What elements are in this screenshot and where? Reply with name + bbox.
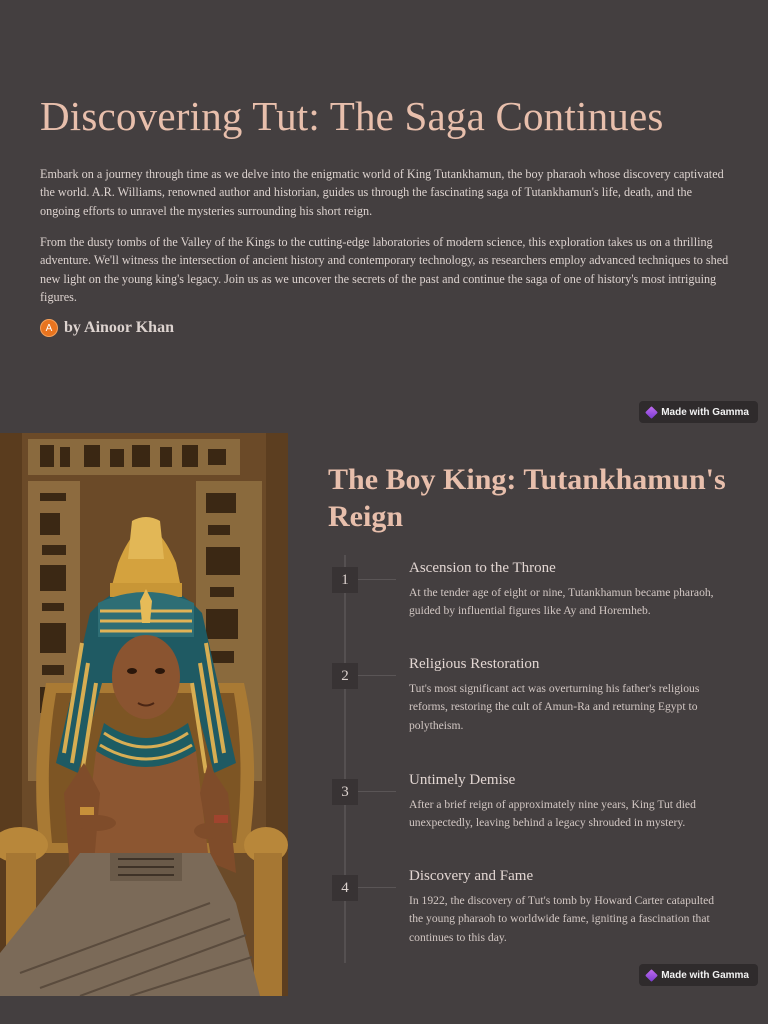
pharaoh-image bbox=[0, 433, 288, 996]
step-connector bbox=[358, 579, 396, 580]
step-title: Ascension to the Throne bbox=[409, 560, 556, 576]
author-name: by Ainoor Khan bbox=[64, 319, 174, 336]
step-title: Religious Restoration bbox=[409, 656, 540, 672]
intro-paragraph-2: From the dusty tombs of the Valley of the Kings to the cutting-edge laboratories of modern science, this exploration takes us on a thrilling adventure. We'll witness the intersection of ancient history and contemporary technology, as researchers employ advanced techniques to shed new light on the young king's legacy. Join us as we uncover the secrets of the past and continue the saga of one of history's most intriguing figures. bbox=[40, 235, 729, 305]
intro-paragraph-1: Embark on a journey through time as we delve into the enigmatic world of King Tutankhamun, the boy pharaoh whose discovery captivated the world. A.R. Williams, renowned author and historian, guides us through the fascinating saga of Tutankhamun's life, death, and the ongoing efforts to unravel the mysteries surrounding his short reign. bbox=[40, 167, 724, 218]
section-title: The Boy King: Tutankhamun's Reign bbox=[328, 463, 726, 533]
step-description: At the tender age of eight or nine, Tutankhamun became pharaoh, guided by influential figures like Ay and Horemheb. bbox=[409, 586, 714, 618]
step-description: Tut's most significant act was overturning his father's religious reforms, restoring the cult of Amun-Ra and returning Egypt to polytheism. bbox=[409, 682, 700, 732]
step-description: After a brief reign of approximately nine years, King Tut died unexpectedly, leaving behind a legacy shrouded in mystery. bbox=[409, 798, 696, 830]
gamma-logo-icon bbox=[645, 969, 658, 982]
step-number: 2 bbox=[332, 663, 358, 689]
step-connector bbox=[358, 887, 396, 888]
step-title: Discovery and Fame bbox=[409, 868, 534, 884]
step-description: In 1922, the discovery of Tut's tomb by Howard Carter catapulted the young pharaoh to worldwide fame, igniting a fascination that continues to this day. bbox=[409, 894, 715, 944]
step-title: Untimely Demise bbox=[409, 772, 516, 788]
made-with-gamma-button[interactable] bbox=[639, 964, 758, 986]
step-number: 3 bbox=[332, 779, 358, 805]
pharaoh-illustration bbox=[0, 433, 288, 996]
badge-label: Made with Gamma bbox=[661, 969, 749, 981]
gamma-logo-icon bbox=[645, 406, 658, 419]
badge-label: Made with Gamma bbox=[661, 406, 749, 418]
avatar: A bbox=[40, 319, 58, 337]
step-number: 1 bbox=[332, 567, 358, 593]
page-title: Discovering Tut: The Saga Continues bbox=[40, 93, 664, 139]
step-connector bbox=[358, 791, 396, 792]
author-byline[interactable] bbox=[40, 319, 174, 337]
slide-intro bbox=[0, 0, 768, 430]
step-connector bbox=[358, 675, 396, 676]
step-number: 4 bbox=[332, 875, 358, 901]
made-with-gamma-button[interactable] bbox=[639, 401, 758, 423]
timeline-line bbox=[344, 555, 346, 963]
